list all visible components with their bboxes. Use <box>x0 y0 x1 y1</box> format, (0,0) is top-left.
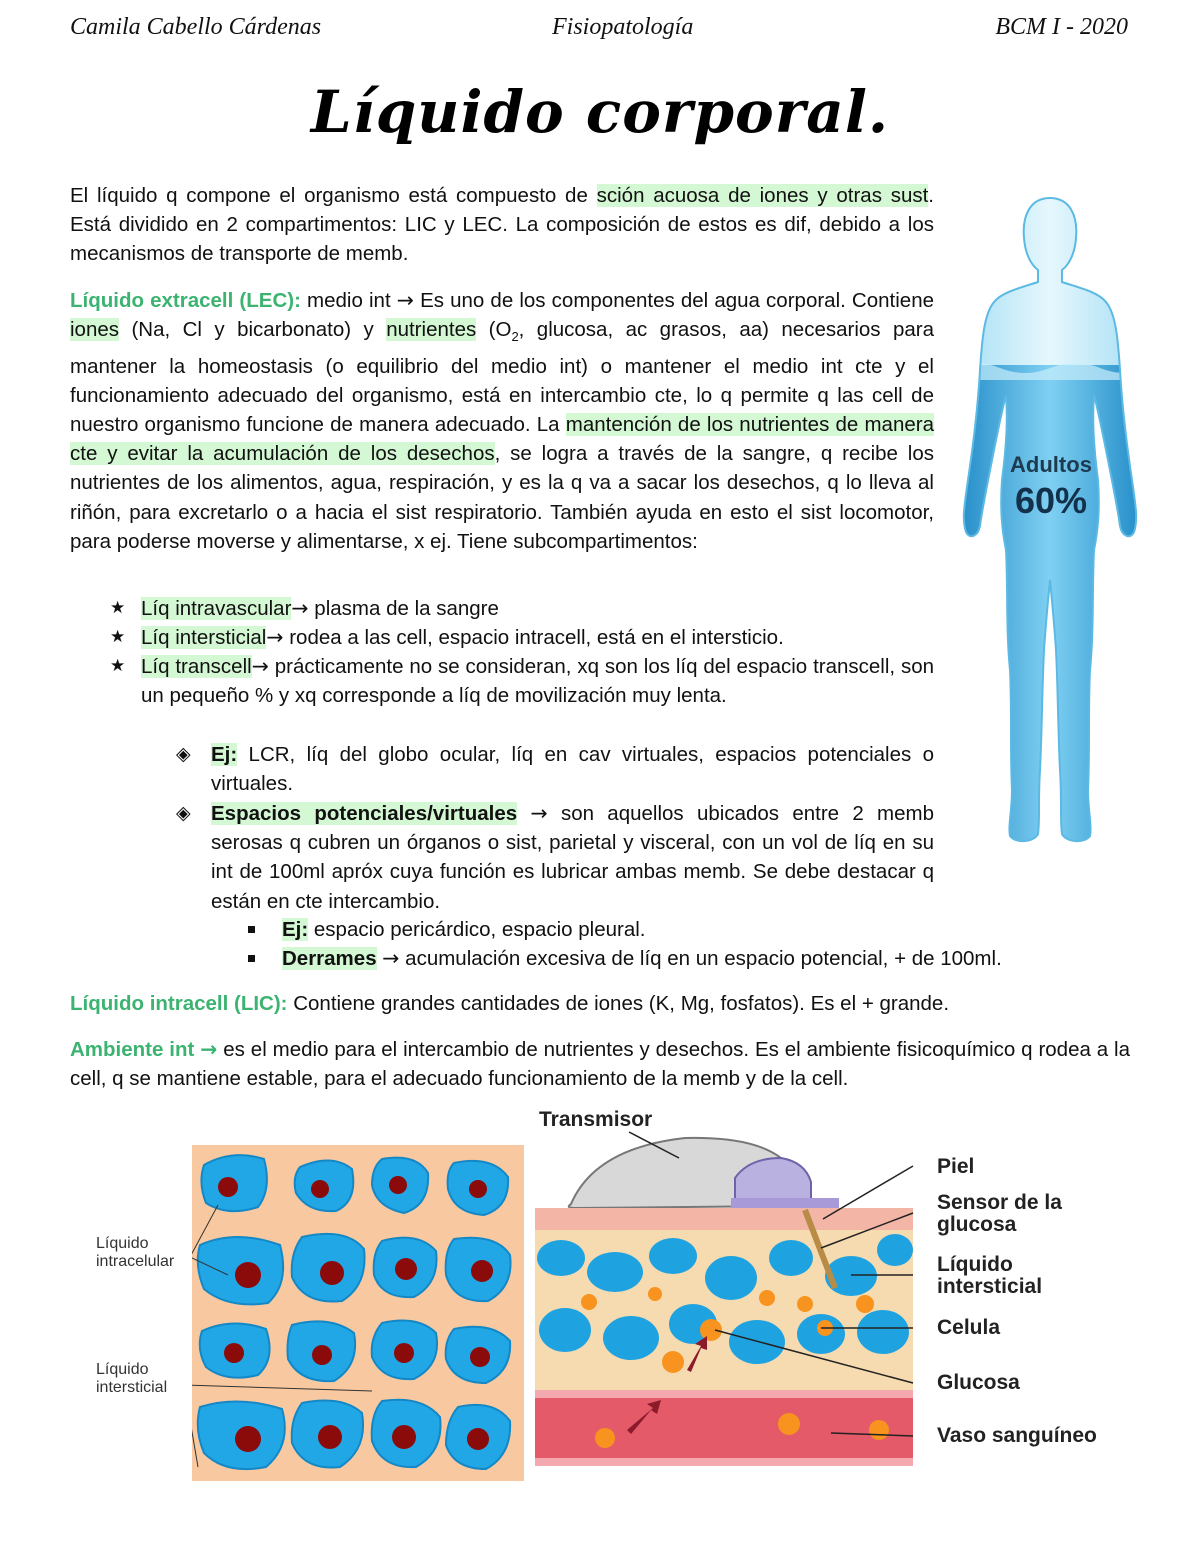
lec-label: Líquido extracell (LEC): <box>70 289 301 312</box>
cells-icon <box>192 1145 524 1481</box>
bullet-label: Líq transcell <box>141 655 252 678</box>
lec-sub: 2 <box>511 329 519 345</box>
lec-paragraph <box>70 286 934 556</box>
label-vaso: Vaso sanguíneo <box>937 1424 1097 1447</box>
lic-text: Contiene grandes cantidades de iones (K, Mg, fosfatos). Es el + grande. <box>287 992 950 1015</box>
glucose-sensor-figure <box>535 1108 1125 1486</box>
sub-esp-arrow: → <box>530 801 548 825</box>
bullet-transcell <box>110 652 934 710</box>
lic-paragraph <box>70 989 1130 1018</box>
sub-esp-label: Espacios potenciales/virtuales <box>211 802 518 825</box>
label-piel: Piel <box>937 1155 975 1178</box>
body-percent: 60% <box>1014 480 1088 521</box>
bullet-arrow: → <box>251 654 269 678</box>
sub-ej-label: Ej: <box>211 743 238 766</box>
diamond-icon: ◈ <box>176 743 191 765</box>
bullet-intravascular <box>110 594 934 623</box>
sq-der-arrow: → <box>382 946 400 970</box>
ambiente-label: Ambiente int <box>70 1038 201 1061</box>
star-icon: ★ <box>110 656 126 676</box>
label-transmisor: Transmisor <box>539 1108 653 1131</box>
intro-text-1: El líquido q compone el organismo está compuesto de <box>70 184 597 207</box>
bullet-text: prácticamente no se consideran, xq son los líq del espacio transcell, son un pequeño % y xq corresponde a líq de movilización muy lenta. <box>141 655 935 708</box>
lec-text-4: (O <box>476 318 512 342</box>
square-bullet-icon <box>248 926 255 933</box>
lec-hl-nutrientes: nutrientes <box>386 318 477 342</box>
body-label: Adultos <box>1010 452 1092 477</box>
label-intracelular: Líquido intracelular <box>96 1235 175 1270</box>
label-intersticial: Líquido intersticial <box>96 1361 168 1396</box>
page-title: Líquido corporal. <box>310 78 890 146</box>
star-icon: ★ <box>110 598 126 618</box>
lec-hl-mantencion: mantención de los nutrientes de manera cte y evitar la acumulación de los desechos <box>70 412 934 466</box>
square-bullet-derrames <box>248 944 1128 973</box>
intro-highlight: sción acuosa de iones y otras sust <box>596 184 929 207</box>
lec-text-5: , glucosa, ac grasos, aa) necesarios para mantener la homeostasis (o equilibrio del medio int) o mantener el medio int cte y el funcionamiento adecuado del organismo, está en intercambio cte, lo q permite q las cell de nuestro organismo funcione de manera adecuado. La <box>70 318 935 436</box>
sq-der-text: acumulación excesiva de líq en un espacio potencial, + de 100ml. <box>399 947 1002 970</box>
lec-text-3: (Na, Cl y bicarbonato) y <box>119 318 387 342</box>
bullet-arrow: → <box>291 596 309 620</box>
bullet-text: plasma de la sangre <box>308 597 499 620</box>
lec-text-6: , se logra a través de la sangre, q recibe los nutrientes de los alimentos, agua, respiración, y es la q va a sacar los desechos, q lo lleva al riñón, para excretarlo o a hacia el sist respiratorio. También ayuda en esto el sist locomotor, para poderse moverse y alimentarse, x ej. Tiene subcompartimentos: <box>70 442 934 553</box>
label-liquido-intersticial: Líquido intersticial <box>937 1253 1043 1298</box>
sub-ej-text: LCR, líq del globo ocular, líq en cav virtuales, espacios potenciales o virtuales. <box>211 743 934 796</box>
bullet-intersticial <box>110 623 934 652</box>
sub-bullet-espacios <box>176 799 934 916</box>
sq-ej-text: espacio pericárdico, espacio pleural. <box>308 918 646 941</box>
body-water-figure <box>950 190 1150 850</box>
sq-ej-label: Ej: <box>282 918 309 941</box>
label-celula: Celula <box>937 1316 1001 1339</box>
page-header <box>70 14 1128 48</box>
sq-der-label: Derrames <box>282 947 377 970</box>
square-bullet-ej <box>248 915 1128 944</box>
label-glucosa: Glucosa <box>937 1371 1020 1394</box>
label-sensor: Sensor de la glucosa <box>937 1191 1062 1236</box>
cells-figure <box>92 1145 524 1481</box>
bullet-arrow: → <box>266 625 284 649</box>
header-subject: Fisiopatología <box>552 14 694 40</box>
header-course: BCM I - 2020 <box>995 14 1128 40</box>
bullet-label: Líq intravascular <box>141 597 292 620</box>
intro-paragraph <box>70 181 934 269</box>
header-author: Camila Cabello Cárdenas <box>70 14 322 40</box>
diamond-icon: ◈ <box>176 802 191 824</box>
lec-arrow: → <box>396 288 414 312</box>
skin-cross-section-icon <box>535 1108 925 1486</box>
lec-text-2: Es uno de los componentes del agua corporal. Contiene <box>413 289 934 312</box>
ambiente-arrow: → <box>200 1037 218 1061</box>
star-icon: ★ <box>110 627 126 647</box>
lec-text-1: medio int <box>300 289 397 312</box>
sub-bullet-ej <box>176 740 934 798</box>
square-bullet-icon <box>248 955 255 962</box>
intro-text-2: . Está dividido en 2 compartimentos: LIC y LEC. La composición de estos es dif, debido a los mecanismos de transporte de memb. <box>70 184 934 266</box>
sub-esp-text: son aquellos ubicados entre 2 memb serosas q cubren un órganos o sist, parietal y visceral, con un vol de líq en su int de 100ml apróx cuya función es lubricar ambas memb. Se debe destacar q están en cte intercambio. <box>211 802 935 913</box>
bullet-text: rodea a las cell, espacio intracell, está en el intersticio. <box>283 626 784 649</box>
bullet-label: Líq intersticial <box>141 626 267 649</box>
lec-hl-iones: iones <box>70 318 120 342</box>
ambiente-text: es el medio para el intercambio de nutrientes y desechos. Es el ambiente fisicoquímico q rodea a la cell, q se mantiene estable, para el adecuado funcionamiento de la memb y de la cell. <box>70 1038 1130 1091</box>
lic-label: Líquido intracell (LIC): <box>70 992 288 1015</box>
ambiente-paragraph <box>70 1035 1130 1093</box>
